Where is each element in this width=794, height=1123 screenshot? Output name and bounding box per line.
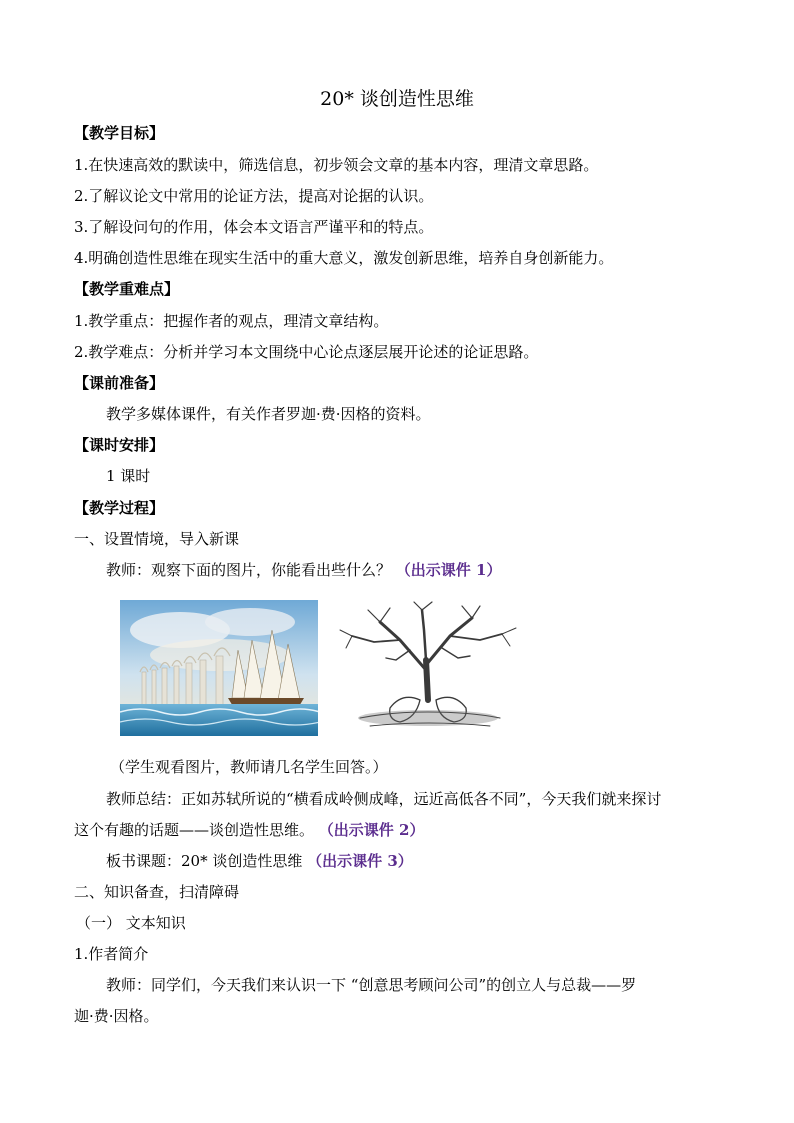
goal-item: 1.在快速高效的默读中，筛选信息，初步领会文章的基本内容，理清文章思路。 (74, 156, 599, 174)
courseware-note: （出示课件 1） (395, 561, 502, 579)
teacher-summary-line-1: 教师总结：正如苏轼所说的“横看成岭侧成峰，远近高低各不同”，今天我们就来探讨 (106, 790, 662, 808)
page-title: 20* 谈创造性思维 (320, 88, 474, 110)
teacher-summary-line-2 (74, 819, 734, 841)
teacher-question (106, 559, 766, 581)
courseware-note: （出示课件 3） (307, 852, 413, 870)
author-intro-line-2: 迦·费·因格。 (74, 1007, 159, 1025)
board-title (106, 850, 766, 872)
key-point-item: 2.教学难点：分析并学习本文围绕中心论点逐层展开论述的论证思路。 (74, 343, 539, 361)
students-note: （学生观看图片，教师请几名学生回答。） (110, 758, 388, 776)
key-point-item: 1.教学重点：把握作者的观点，理清文章结构。 (74, 312, 389, 330)
author-heading: 1.作者简介 (74, 945, 149, 963)
author-intro-line-1: 教师：同学们，今天我们来认识一下 “创意思考顾问公司”的创立人与总裁——罗 (106, 976, 637, 994)
goal-item: 3.了解设问句的作用，体会本文语言严谨平和的特点。 (74, 218, 434, 236)
ships-arches-illusion-image (120, 600, 318, 736)
subsection-heading: （一） 文本知识 (76, 914, 186, 932)
goals-heading: 【教学目标】 (74, 124, 165, 142)
time-text: 1 课时 (106, 467, 151, 485)
prep-text: 教学多媒体课件，有关作者罗迦·费·因格的资料。 (106, 405, 431, 423)
part1-heading: 一、设置情境，导入新课 (74, 530, 240, 548)
board-title-text: 板书课题：20* 谈创造性思维 (106, 852, 303, 870)
teacher-summary-text: 这个有趣的话题——谈创造性思维。 (74, 821, 315, 839)
process-heading: 【教学过程】 (74, 499, 165, 517)
time-heading: 【课时安排】 (74, 436, 165, 454)
goal-item: 4.明确创造性思维在现实生活中的重大意义，激发创新思维，培养自身创新能力。 (74, 249, 614, 267)
goal-item: 2.了解议论文中常用的论证方法，提高对论据的认识。 (74, 187, 434, 205)
part2-heading: 二、知识备查，扫清障碍 (74, 883, 240, 901)
teacher-question-text: 教师：观察下面的图片，你能看出些什么？ (106, 561, 392, 579)
prep-heading: 【课前准备】 (74, 374, 165, 392)
courseware-note: （出示课件 2） (318, 821, 425, 839)
key-heading: 【教学重难点】 (74, 280, 180, 298)
tree-faces-illusion-image (330, 600, 526, 738)
